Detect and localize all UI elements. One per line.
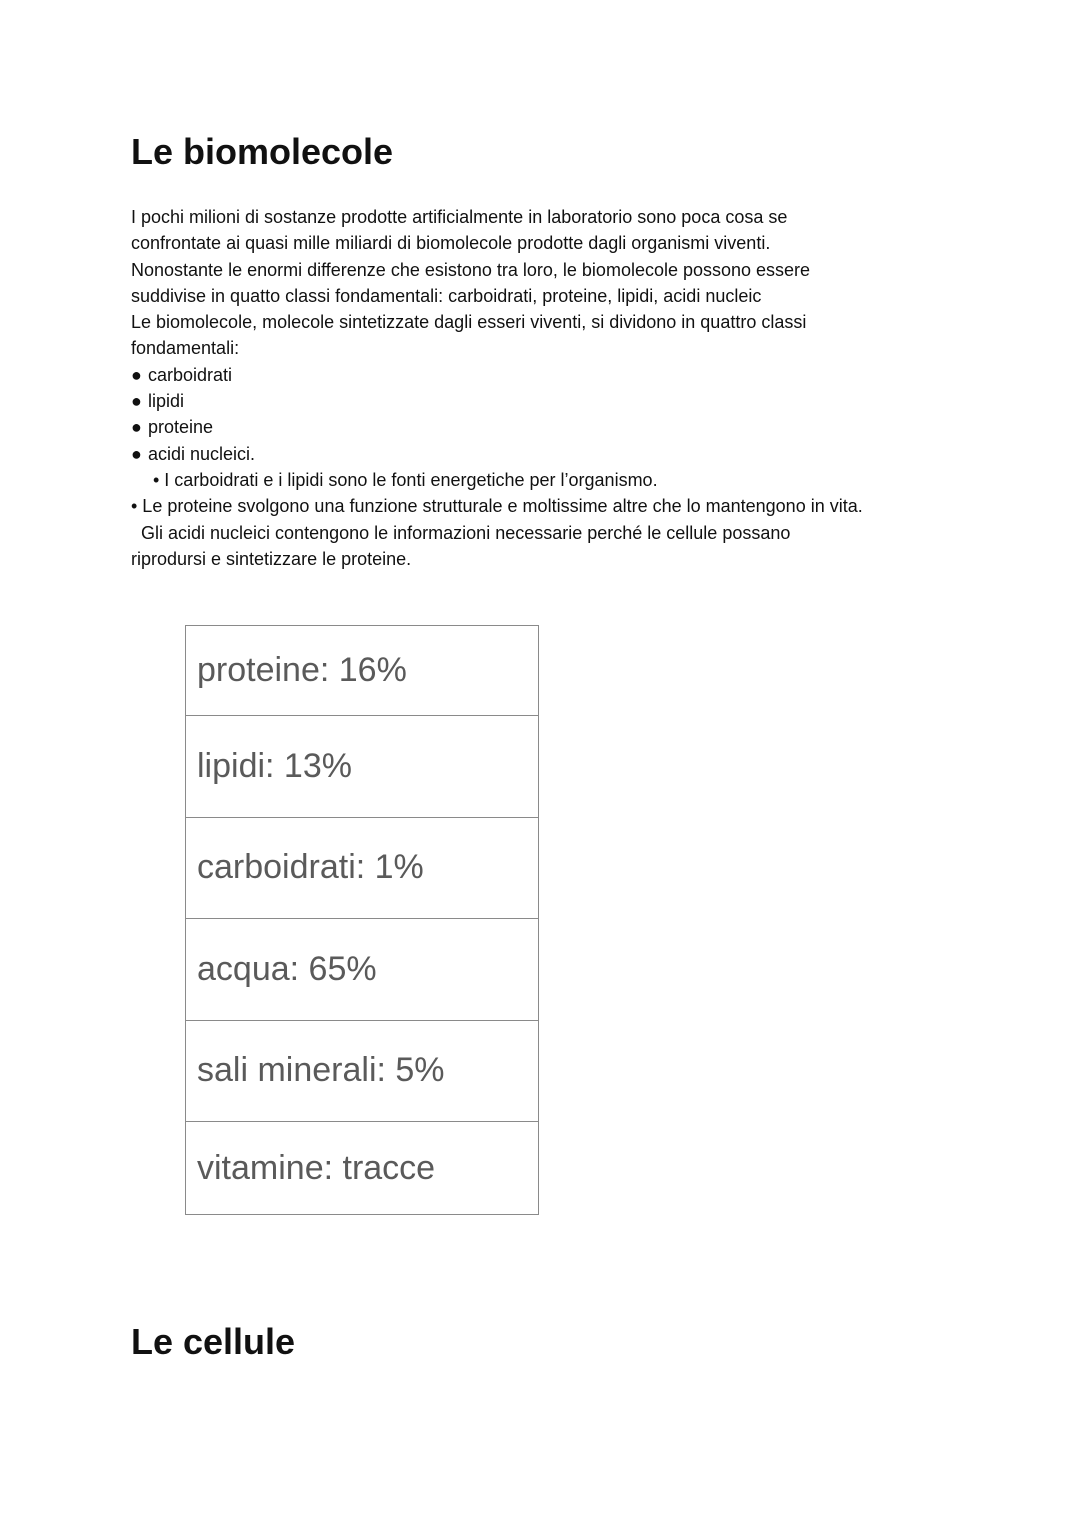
table-row: sali minerali: 5% bbox=[186, 1021, 538, 1123]
bullet-icon: ● bbox=[131, 417, 142, 438]
bullet-icon: ● bbox=[131, 443, 142, 464]
table-row: carboidrati: 1% bbox=[186, 818, 538, 920]
section-title-cellule: Le cellule bbox=[131, 1321, 296, 1362]
paragraph-line: fondamentali: bbox=[131, 338, 240, 359]
paragraph-line: suddivise in quatto classi fondamentali: carboidrati, proteine, lipidi, acidi nucleic bbox=[131, 285, 762, 306]
paragraph-line: • Le proteine svolgono una funzione strutturale e moltissime altre che lo mantengono in vita. bbox=[131, 496, 863, 517]
section-body bbox=[131, 204, 991, 572]
table-row: lipidi: 13% bbox=[186, 716, 538, 818]
list-item-text: proteine bbox=[148, 417, 214, 438]
list-item-text: lipidi bbox=[148, 391, 185, 412]
list-item bbox=[131, 388, 991, 414]
paragraph-line: confrontate ai quasi mille miliardi di biomolecole prodotte dagli organismi viventi. bbox=[131, 233, 771, 254]
list-item bbox=[131, 441, 991, 467]
table-row: vitamine: tracce bbox=[197, 1148, 436, 1187]
list-item bbox=[131, 414, 991, 440]
paragraph-line: riprodursi e sintetizzare le proteine. bbox=[131, 548, 412, 569]
list-item-text: acidi nucleici. bbox=[148, 443, 256, 464]
paragraph-line: Le biomolecole, molecole sintetizzate dagli esseri viventi, si dividono in quattro classi bbox=[131, 312, 807, 333]
paragraph-line: I pochi milioni di sostanze prodotte artificialmente in laboratorio sono poca cosa se bbox=[131, 207, 788, 227]
table-row: acqua: 65% bbox=[186, 919, 538, 1021]
bullet-icon: ● bbox=[131, 391, 142, 412]
table-row: proteine: 16% bbox=[186, 626, 538, 716]
bullet-icon: ● bbox=[131, 364, 142, 385]
paragraph-line: Nonostante le enormi differenze che esistono tra loro, le biomolecole possono essere bbox=[131, 259, 811, 280]
section-title-biomolecole: Le biomolecole bbox=[131, 131, 394, 172]
paragraph-line: Gli acidi nucleici contengono le informazioni necessarie perché le cellule possano bbox=[141, 522, 791, 543]
composition-table bbox=[185, 625, 539, 1215]
paragraph-line: • I carboidrati e i lipidi sono le fonti energetiche per l’organismo. bbox=[153, 469, 658, 490]
list-item bbox=[131, 362, 991, 388]
list-item-text: carboidrati bbox=[148, 364, 233, 385]
